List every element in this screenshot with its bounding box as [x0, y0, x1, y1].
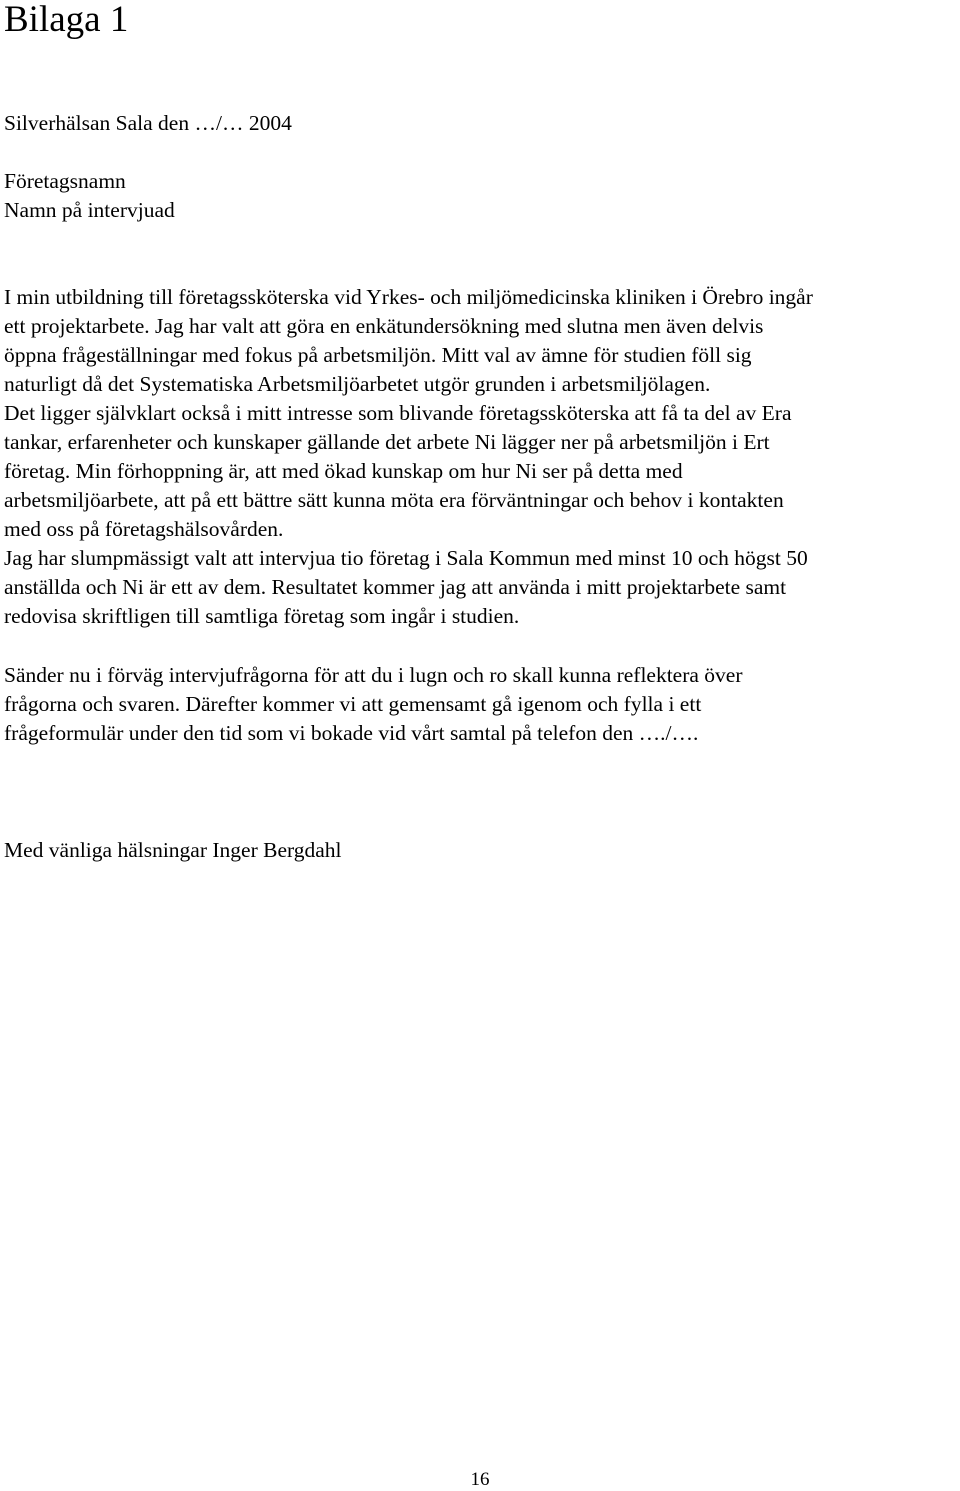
- company-name-line: Företagsnamn: [4, 169, 126, 193]
- signature-line: Med vänliga hälsningar Inger Bergdahl: [4, 838, 342, 862]
- body-line: tankar, erfarenheter och kunskaper gällande det arbete Ni lägger ner på arbetsmiljön i Ert: [4, 430, 770, 454]
- body-line: företag. Min förhoppning är, att med ökad kunskap om hur Ni ser på detta med: [4, 459, 683, 483]
- body-line: naturligt då det Systematiska Arbetsmiljöarbetet utgör grunden i arbetsmiljölagen.: [4, 372, 711, 396]
- interviewee-name-line: Namn på intervjuad: [4, 198, 175, 222]
- page-title: Bilaga 1: [4, 0, 129, 40]
- body-line: Det ligger självklart också i mitt intresse som blivande företagssköterska att få ta del av Era: [4, 401, 792, 425]
- page-number: 16: [470, 1469, 490, 1490]
- body-line: I min utbildning till företagssköterska vid Yrkes- och miljömedicinska kliniken i Örebro ingår: [4, 285, 813, 309]
- body-line: redovisa skriftligen till samtliga företag som ingår i studien.: [4, 604, 520, 628]
- place-date-line: Silverhälsan Sala den …/… 2004: [4, 111, 292, 135]
- body-line: Jag har slumpmässigt valt att intervjua tio företag i Sala Kommun med minst 10 och högst 50: [4, 546, 808, 570]
- closing-line: frågeformulär under den tid som vi bokade vid vårt samtal på telefon den …./….: [4, 721, 699, 745]
- body-line: anställda och Ni är ett av dem. Resultatet kommer jag att använda i mitt projektarbete samt: [4, 575, 787, 599]
- body-line: ett projektarbete. Jag har valt att göra en enkätundersökning med slutna men även delvis: [4, 314, 764, 338]
- body-line: med oss på företagshälsovården.: [4, 517, 284, 541]
- closing-line: frågorna och svaren. Därefter kommer vi att gemensamt gå igenom och fylla i ett: [4, 692, 702, 716]
- closing-line: Sänder nu i förväg intervjufrågorna för att du i lugn och ro skall kunna reflektera över: [4, 663, 743, 687]
- body-line: arbetsmiljöarbete, att på ett bättre sätt kunna möta era förväntningar och behov i kontakten: [4, 488, 784, 512]
- body-line: öppna frågeställningar med fokus på arbetsmiljön. Mitt val av ämne för studien föll sig: [4, 343, 752, 367]
